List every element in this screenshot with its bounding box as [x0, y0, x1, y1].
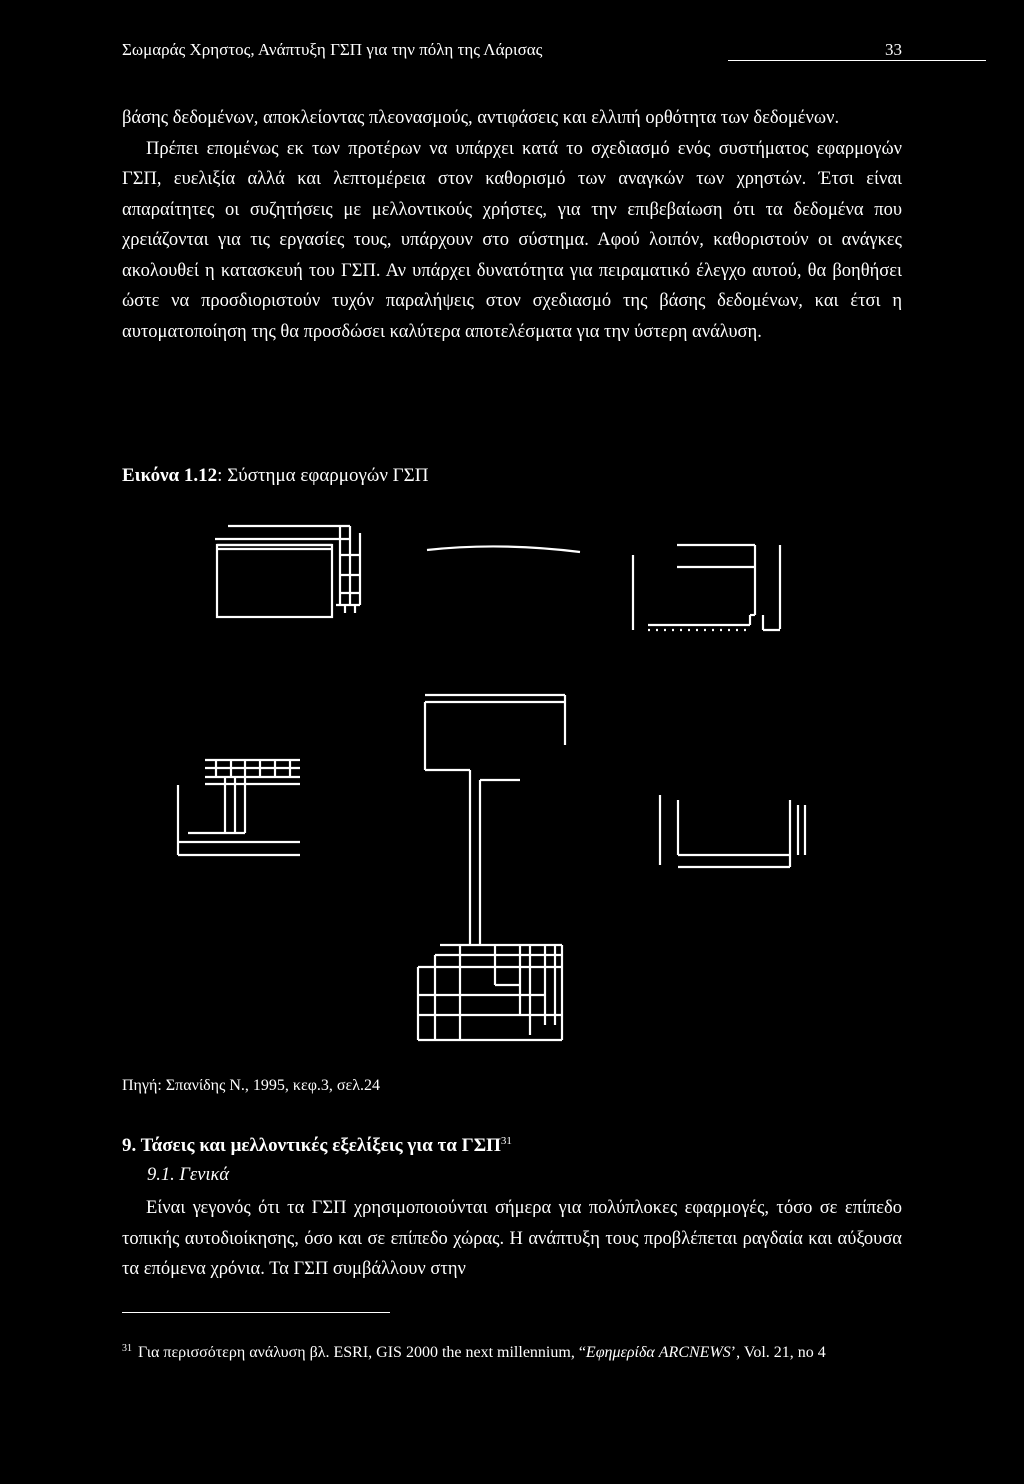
gis-system-figure [150, 515, 850, 1055]
section-title: 9. Τάσεις και μελλοντικές εξελίξεις για τα ΓΣΠ [122, 1135, 501, 1156]
running-title: Σωμαράς Χρηστος, Ανάπτυξη ΓΣΠ για την πόλη της Λάρισας [122, 40, 543, 59]
figure-label: Εικόνα 1.12 [122, 465, 218, 486]
figure-caption [122, 465, 428, 487]
workstation-right [660, 795, 805, 867]
subsection-heading: 9.1. Γενικά [147, 1165, 230, 1185]
footnote-text-end: ’, Vol. 21, no 4 [730, 1344, 826, 1361]
paragraph-continuation: βάσης δεδομένων, αποκλείοντας πλεονασμούς, αντιφάσεις και ελλιπή ορθότητα των δεδομένων. [122, 108, 840, 128]
gis-system-diagram [150, 515, 850, 1055]
footnote-reference: 31 [500, 1135, 512, 1147]
section-body [122, 1193, 902, 1285]
workstation-left [178, 760, 300, 855]
running-header [122, 40, 902, 64]
section-heading [122, 1135, 512, 1157]
body-text-block [122, 103, 902, 347]
workstation-top-right [633, 545, 780, 630]
footnote [122, 1338, 902, 1370]
footnote-separator [122, 1312, 390, 1313]
footnote-text-start: Για περισσότερη ανάλυση βλ. ESRI, GIS 2000 the next millennium, “ [138, 1344, 586, 1361]
footnote-number: 31 [122, 1343, 132, 1354]
figure-title: : Σύστημα εφαρμογών ΓΣΠ [217, 465, 429, 486]
header-rule [728, 60, 986, 61]
device-top-middle [427, 546, 580, 552]
storage-unit-bottom [418, 945, 562, 1040]
workstation-top-left [215, 526, 360, 617]
figure-source: Πηγή: Σπανίδης Ν., 1995, κεφ.3, σελ.24 [122, 1077, 381, 1094]
page-number: 33 [885, 40, 902, 59]
footnote-italic: Εφημερίδα ARCNEWS [585, 1344, 731, 1361]
paragraph-general: Είναι γεγονός ότι τα ΓΣΠ χρησιμοποιούνται σήμερα για πολύπλοκες εφαρμογές, τόσο σε επίπεδο τοπικής αυτοδιοίκησης, όσο και σε επίπεδο χώρας. Η ανάπτυξη τους προβλέπεται ραγδαία και αύξουσα τα επόμενα χρόνια. Τα ΓΣΠ συμβάλλουν στην [122, 1198, 902, 1279]
paragraph-requirements: Πρέπει επομένως εκ των προτέρων να υπάρχει κατά το σχεδιασμό ενός συστήματος εφαρμογών ΓΣΠ, ευελιξία αλλά και λεπτομέρεια στον καθορισμό των αναγκών των χρηστών. Έτσι είναι απαραίτητες οι συζητήσεις με μελλοντικούς χρήστες, για την επιβεβαίωση ότι τα δεδομένα που χρειάζονται για τις εργασίες τους, υπάρχουν στο σύστημα. Αφού λοιπόν, καθοριστούν οι ανάγκες ακολουθεί η κατασκευή του ΓΣΠ. Αν υπάρχει δυνατότητα για πειραματικό έλεγχο αυτού, θα βοηθήσει ώστε να προσδιοριστούν τυχόν παραλήψεις στον σχεδιασμό της βάσης δεδομένων, και έτσι η αυτοματοποίηση της θα προσδώσει καλύτερα αποτελέσματα για την ύστερη ανάλυση. [122, 138, 902, 342]
central-server [425, 695, 565, 945]
